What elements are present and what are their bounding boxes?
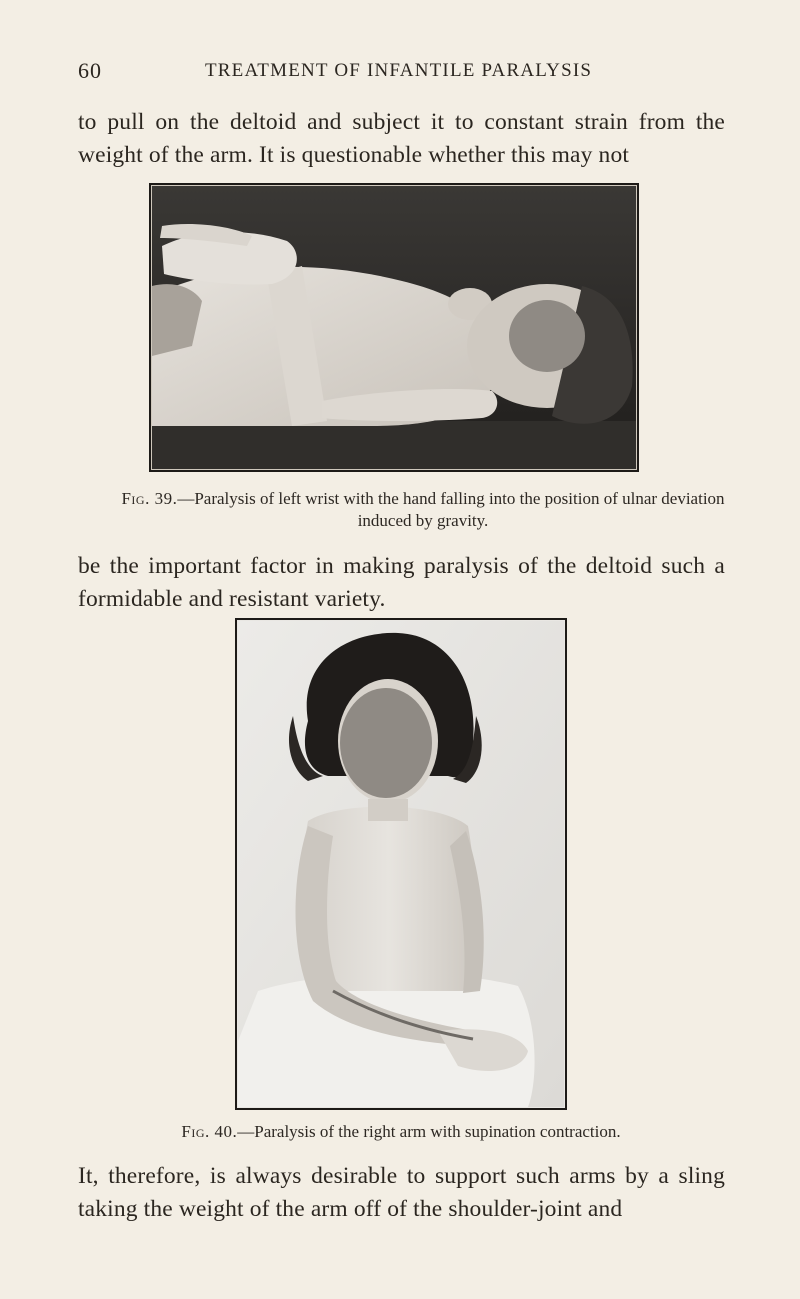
figure-39-photograph	[149, 183, 639, 472]
page-header	[78, 58, 718, 88]
figure-39-caption-text: —Paralysis of left wrist with the hand falling into the position of ulnar deviation induced by gravity.	[177, 489, 725, 530]
figure-40-caption	[96, 1121, 706, 1143]
paragraph-1: to pull on the deltoid and subject it to constant strain from the weight of the arm. It is questionable whether this may not	[78, 109, 725, 168]
figure-40-photograph	[235, 618, 567, 1110]
figure-40-image	[238, 621, 564, 1107]
page-number: 60	[78, 58, 102, 83]
figure-39-caption	[118, 488, 728, 532]
figure-40-label: Fig. 40.	[181, 1122, 238, 1141]
paragraph-2: be the important factor in making paralysis of the deltoid such a formidable and resistant variety.	[78, 553, 725, 612]
running-head: TREATMENT OF INFANTILE PARALYSIS	[205, 60, 593, 81]
figure-39-label: Fig. 39.	[121, 489, 178, 508]
paragraph-3: It, therefore, is always desirable to support such arms by a sling taking the weight of the arm off of the shoulder-joint and	[78, 1163, 725, 1222]
figure-40-caption-text: —Paralysis of the right arm with supination contraction.	[237, 1122, 621, 1141]
figure-39-image	[152, 186, 636, 469]
